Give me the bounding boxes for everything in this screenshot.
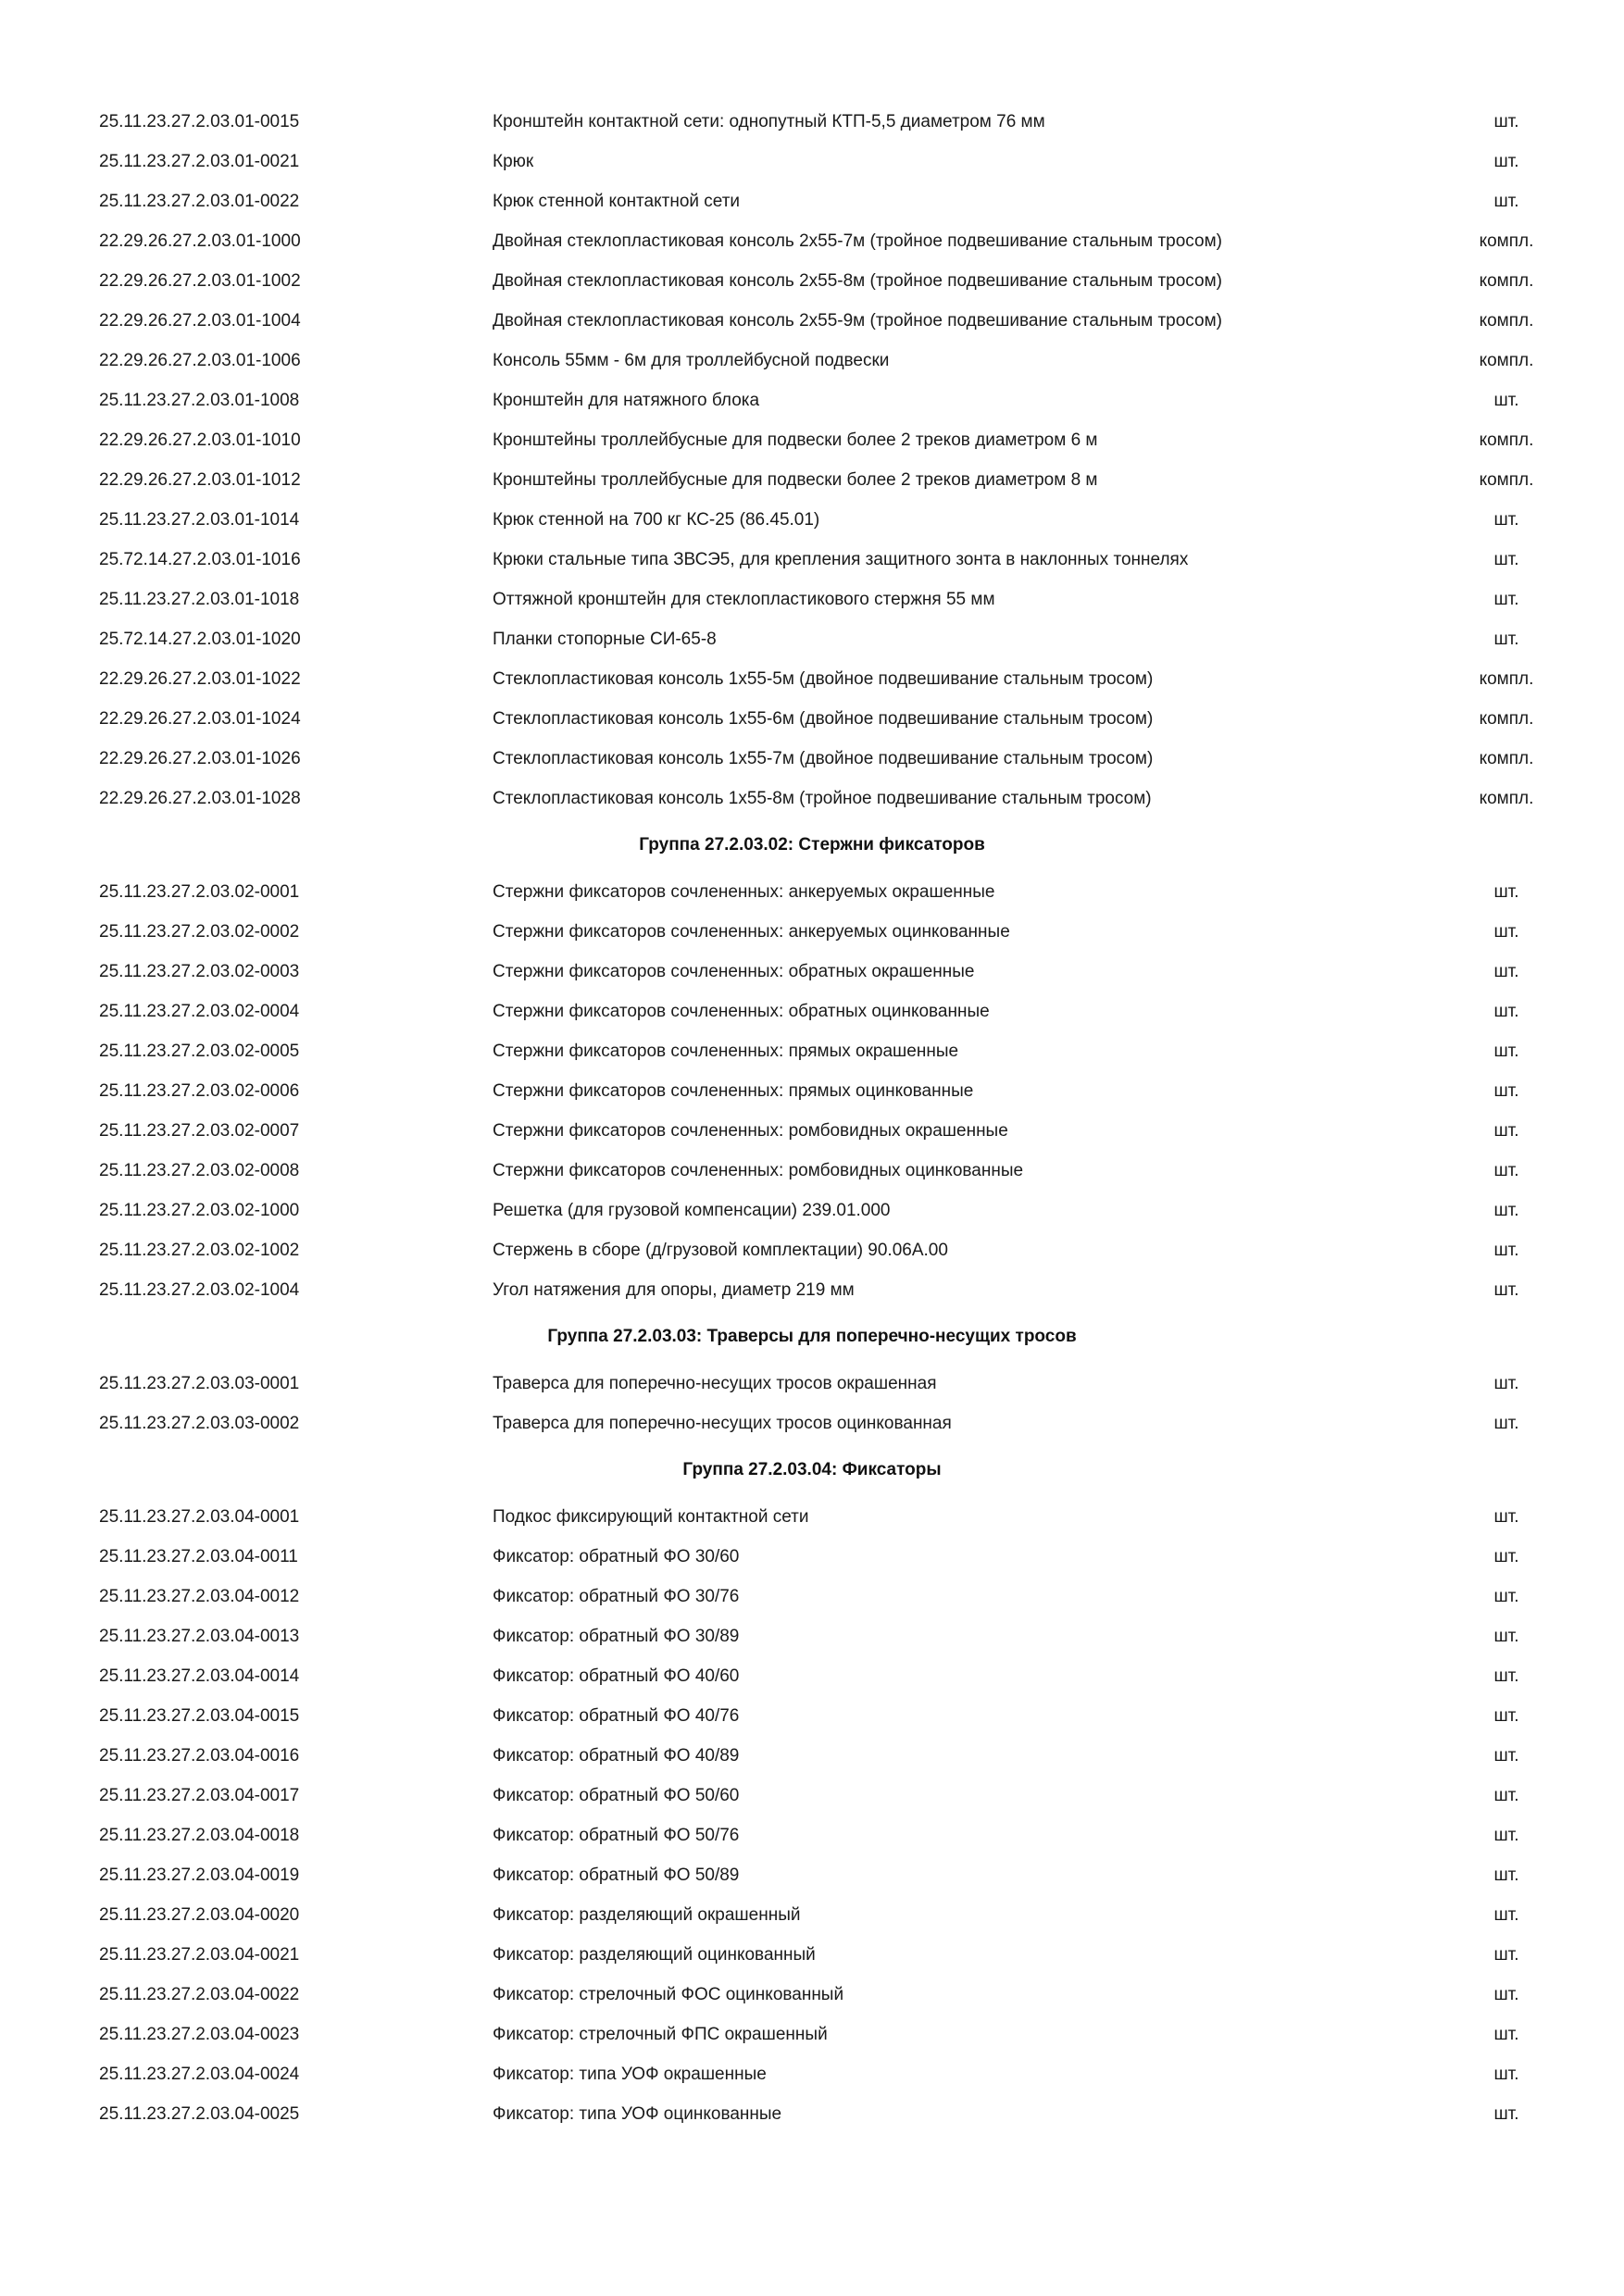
item-name: Стержни фиксаторов сочлененных: анкеруемых окрашенные bbox=[493, 882, 995, 902]
item-unit: шт. bbox=[1493, 1081, 1519, 1101]
item-name: Стеклопластиковая консоль 1х55-7м (двойное подвешивание стальным тросом) bbox=[493, 749, 1154, 768]
item-name: Траверса для поперечно-несущих тросов окрашенная bbox=[493, 1374, 937, 1393]
item-code: 25.11.23.27.2.03.03-0001 bbox=[99, 1374, 300, 1393]
item-unit: шт. bbox=[1493, 1706, 1519, 1726]
item-name: Консоль 55мм - 6м для троллейбусной подвески bbox=[493, 351, 890, 370]
item-unit: шт. bbox=[1493, 962, 1519, 981]
item-code: 22.29.26.27.2.03.01-1006 bbox=[99, 351, 301, 370]
table-row bbox=[0, 580, 1624, 619]
item-code: 22.29.26.27.2.03.01-1010 bbox=[99, 430, 301, 450]
table-row bbox=[0, 2015, 1624, 2054]
table-row bbox=[0, 1364, 1624, 1404]
item-code: 25.11.23.27.2.03.04-0017 bbox=[99, 1786, 300, 1805]
item-code: 25.11.23.27.2.03.04-0012 bbox=[99, 1587, 300, 1606]
item-unit: шт. bbox=[1493, 1627, 1519, 1646]
item-unit: шт. bbox=[1493, 1945, 1519, 1965]
table-row bbox=[0, 142, 1624, 181]
item-name: Фиксатор: обратный ФО 40/60 bbox=[493, 1666, 740, 1686]
item-code: 22.29.26.27.2.03.01-1000 bbox=[99, 231, 301, 251]
item-code: 25.11.23.27.2.03.01-0021 bbox=[99, 152, 300, 171]
item-code: 25.11.23.27.2.03.04-0019 bbox=[99, 1866, 300, 1885]
item-code: 25.11.23.27.2.03.01-0015 bbox=[99, 112, 300, 131]
item-name: Кронштейны троллейбусные для подвески более 2 треков диаметром 8 м bbox=[493, 470, 1098, 490]
item-name: Стержни фиксаторов сочлененных: ромбовидных окрашенные bbox=[493, 1121, 1008, 1141]
table-row bbox=[0, 261, 1624, 301]
table-row bbox=[0, 1696, 1624, 1736]
table-row bbox=[0, 1151, 1624, 1191]
item-code: 25.11.23.27.2.03.02-0003 bbox=[99, 962, 300, 981]
item-name: Кронштейны троллейбусные для подвески более 2 треков диаметром 6 м bbox=[493, 430, 1098, 450]
item-code: 25.72.14.27.2.03.01-1016 bbox=[99, 550, 301, 569]
table-row bbox=[0, 1111, 1624, 1151]
item-code: 25.11.23.27.2.03.02-0001 bbox=[99, 882, 300, 902]
table-row bbox=[0, 952, 1624, 992]
item-name: Крюк bbox=[493, 152, 534, 171]
item-code: 25.11.23.27.2.03.04-0022 bbox=[99, 1985, 300, 2004]
table-row bbox=[0, 540, 1624, 580]
item-code: 25.72.14.27.2.03.01-1020 bbox=[99, 630, 301, 649]
item-unit: компл. bbox=[1479, 749, 1534, 768]
item-unit: шт. bbox=[1493, 1280, 1519, 1300]
item-unit: шт. bbox=[1493, 590, 1519, 609]
item-name: Фиксатор: обратный ФО 50/76 bbox=[493, 1826, 740, 1845]
item-name: Крюк стенной контактной сети bbox=[493, 192, 741, 211]
item-name: Кронштейн контактной сети: однопутный КТП-5,5 диаметром 76 мм bbox=[493, 112, 1045, 131]
item-unit: шт. bbox=[1493, 1905, 1519, 1925]
item-name: Стержни фиксаторов сочлененных: прямых окрашенные bbox=[493, 1042, 959, 1061]
item-name: Фиксатор: типа УОФ оцинкованные bbox=[493, 2104, 782, 2124]
table-row bbox=[0, 1656, 1624, 1696]
item-name: Решетка (для грузовой компенсации) 239.01.000 bbox=[493, 1201, 891, 1220]
item-code: 25.11.23.27.2.03.01-1014 bbox=[99, 510, 300, 530]
group-header: Группа 27.2.03.02: Стержни фиксаторов bbox=[639, 835, 985, 855]
item-name: Фиксатор: разделяющий оцинкованный bbox=[493, 1945, 816, 1965]
item-unit: компл. bbox=[1479, 669, 1534, 689]
item-unit: шт. bbox=[1493, 391, 1519, 410]
item-unit: шт. bbox=[1493, 1507, 1519, 1527]
table-row bbox=[0, 1404, 1624, 1443]
item-code: 25.11.23.27.2.03.04-0023 bbox=[99, 2025, 300, 2044]
item-unit: шт. bbox=[1493, 1587, 1519, 1606]
item-name: Оттяжной кронштейн для стеклопластикового стержня 55 мм bbox=[493, 590, 995, 609]
table-row bbox=[0, 2054, 1624, 2094]
item-name: Подкос фиксирующий контактной сети bbox=[493, 1507, 809, 1527]
table-row bbox=[0, 1270, 1624, 1310]
item-unit: шт. bbox=[1493, 1161, 1519, 1180]
table-row bbox=[0, 2094, 1624, 2134]
item-code: 25.11.23.27.2.03.04-0018 bbox=[99, 1826, 300, 1845]
item-unit: компл. bbox=[1479, 271, 1534, 291]
table-row bbox=[0, 221, 1624, 261]
item-unit: шт. bbox=[1493, 2065, 1519, 2084]
item-unit: шт. bbox=[1493, 1414, 1519, 1433]
item-code: 25.11.23.27.2.03.03-0002 bbox=[99, 1414, 300, 1433]
table-row bbox=[0, 1895, 1624, 1935]
item-name: Стержни фиксаторов сочлененных: ромбовидных оцинкованные bbox=[493, 1161, 1024, 1180]
item-name: Стержни фиксаторов сочлененных: анкеруемых оцинкованные bbox=[493, 922, 1010, 942]
item-name: Крюки стальные типа ЗВСЭ5, для крепления защитного зонта в наклонных тоннелях bbox=[493, 550, 1189, 569]
item-name: Траверса для поперечно-несущих тросов оцинкованная bbox=[493, 1414, 952, 1433]
item-unit: шт. bbox=[1493, 1121, 1519, 1141]
item-code: 25.11.23.27.2.03.04-0013 bbox=[99, 1627, 300, 1646]
item-code: 22.29.26.27.2.03.01-1026 bbox=[99, 749, 301, 768]
item-unit: шт. bbox=[1493, 1786, 1519, 1805]
item-unit: шт. bbox=[1493, 1826, 1519, 1845]
item-name: Стеклопластиковая консоль 1х55-8м (тройное подвешивание стальным тросом) bbox=[493, 789, 1152, 808]
item-code: 22.29.26.27.2.03.01-1004 bbox=[99, 311, 301, 331]
table-row bbox=[0, 460, 1624, 500]
item-name: Стеклопластиковая консоль 1х55-5м (двойное подвешивание стальным тросом) bbox=[493, 669, 1154, 689]
item-unit: шт. bbox=[1493, 922, 1519, 942]
table-row bbox=[0, 1975, 1624, 2015]
item-code: 22.29.26.27.2.03.01-1028 bbox=[99, 789, 301, 808]
item-unit: компл. bbox=[1479, 311, 1534, 331]
item-unit: шт. bbox=[1493, 1241, 1519, 1260]
item-name: Фиксатор: обратный ФО 50/60 bbox=[493, 1786, 740, 1805]
item-name: Фиксатор: разделяющий окрашенный bbox=[493, 1905, 801, 1925]
item-code: 25.11.23.27.2.03.02-0008 bbox=[99, 1161, 300, 1180]
item-code: 25.11.23.27.2.03.02-0005 bbox=[99, 1042, 300, 1061]
item-unit: шт. bbox=[1493, 1547, 1519, 1566]
item-code: 22.29.26.27.2.03.01-1022 bbox=[99, 669, 301, 689]
table-row bbox=[0, 181, 1624, 221]
item-code: 22.29.26.27.2.03.01-1012 bbox=[99, 470, 301, 490]
item-unit: шт. bbox=[1493, 2104, 1519, 2124]
item-unit: шт. bbox=[1493, 1201, 1519, 1220]
item-unit: шт. bbox=[1493, 1002, 1519, 1021]
price-list bbox=[0, 102, 1624, 2134]
item-code: 25.11.23.27.2.03.04-0011 bbox=[99, 1547, 298, 1566]
table-row bbox=[0, 500, 1624, 540]
table-row bbox=[0, 381, 1624, 420]
item-unit: шт. bbox=[1493, 550, 1519, 569]
table-row bbox=[0, 1816, 1624, 1855]
item-unit: шт. bbox=[1493, 510, 1519, 530]
item-code: 25.11.23.27.2.03.04-0020 bbox=[99, 1905, 300, 1925]
item-code: 25.11.23.27.2.03.02-1000 bbox=[99, 1201, 300, 1220]
table-row bbox=[0, 420, 1624, 460]
item-unit: шт. bbox=[1493, 1042, 1519, 1061]
item-code: 25.11.23.27.2.03.04-0001 bbox=[99, 1507, 300, 1527]
item-unit: шт. bbox=[1493, 1746, 1519, 1766]
item-code: 25.11.23.27.2.03.04-0025 bbox=[99, 2104, 300, 2124]
table-row bbox=[0, 1616, 1624, 1656]
table-row bbox=[0, 1776, 1624, 1816]
item-name: Планки стопорные СИ-65-8 bbox=[493, 630, 717, 649]
table-row bbox=[0, 102, 1624, 142]
item-unit: шт. bbox=[1493, 152, 1519, 171]
table-row bbox=[0, 1031, 1624, 1071]
item-unit: компл. bbox=[1479, 709, 1534, 729]
item-name: Стержни фиксаторов сочлененных: прямых оцинкованные bbox=[493, 1081, 974, 1101]
table-row bbox=[0, 779, 1624, 818]
item-name: Фиксатор: стрелочный ФПС окрашенный bbox=[493, 2025, 828, 2044]
item-name: Фиксатор: обратный ФО 50/89 bbox=[493, 1866, 740, 1885]
item-code: 25.11.23.27.2.03.04-0014 bbox=[99, 1666, 300, 1686]
item-name: Крюк стенной на 700 кг КС-25 (86.45.01) bbox=[493, 510, 820, 530]
item-unit: компл. bbox=[1479, 430, 1534, 450]
item-unit: шт. bbox=[1493, 1666, 1519, 1686]
item-code: 25.11.23.27.2.03.01-0022 bbox=[99, 192, 300, 211]
table-row bbox=[0, 1577, 1624, 1616]
table-row bbox=[0, 1230, 1624, 1270]
item-code: 25.11.23.27.2.03.04-0024 bbox=[99, 2065, 300, 2084]
table-row bbox=[0, 739, 1624, 779]
item-name: Стеклопластиковая консоль 1х55-6м (двойное подвешивание стальным тросом) bbox=[493, 709, 1154, 729]
item-code: 25.11.23.27.2.03.02-0006 bbox=[99, 1081, 300, 1101]
item-name: Стержни фиксаторов сочлененных: обратных оцинкованные bbox=[493, 1002, 990, 1021]
item-code: 25.11.23.27.2.03.04-0016 bbox=[99, 1746, 300, 1766]
item-name: Фиксатор: обратный ФО 30/89 bbox=[493, 1627, 740, 1646]
item-code: 25.11.23.27.2.03.04-0015 bbox=[99, 1706, 300, 1726]
item-name: Фиксатор: типа УОФ окрашенные bbox=[493, 2065, 767, 2084]
item-code: 25.11.23.27.2.03.02-1004 bbox=[99, 1280, 300, 1300]
item-name: Фиксатор: обратный ФО 30/76 bbox=[493, 1587, 740, 1606]
item-name: Угол натяжения для опоры, диаметр 219 мм bbox=[493, 1280, 855, 1300]
item-name: Стержень в сборе (д/грузовой комплектации) 90.06А.00 bbox=[493, 1241, 948, 1260]
table-row bbox=[0, 659, 1624, 699]
group-header: Группа 27.2.03.03: Траверсы для поперечно-несущих тросов bbox=[547, 1327, 1077, 1346]
item-code: 25.11.23.27.2.03.02-0004 bbox=[99, 1002, 300, 1021]
item-code: 25.11.23.27.2.03.02-0007 bbox=[99, 1121, 300, 1141]
table-row bbox=[0, 341, 1624, 381]
item-unit: компл. bbox=[1479, 470, 1534, 490]
item-unit: шт. bbox=[1493, 2025, 1519, 2044]
item-unit: шт. bbox=[1493, 1374, 1519, 1393]
table-row bbox=[0, 301, 1624, 341]
item-code: 22.29.26.27.2.03.01-1002 bbox=[99, 271, 301, 291]
item-code: 25.11.23.27.2.03.01-1018 bbox=[99, 590, 300, 609]
table-row bbox=[0, 992, 1624, 1031]
item-unit: компл. bbox=[1479, 231, 1534, 251]
item-code: 25.11.23.27.2.03.04-0021 bbox=[99, 1945, 300, 1965]
table-row bbox=[0, 1855, 1624, 1895]
table-row bbox=[0, 1537, 1624, 1577]
item-unit: компл. bbox=[1479, 351, 1534, 370]
item-code: 25.11.23.27.2.03.02-0002 bbox=[99, 922, 300, 942]
item-code: 25.11.23.27.2.03.02-1002 bbox=[99, 1241, 300, 1260]
table-row bbox=[0, 1935, 1624, 1975]
item-name: Стержни фиксаторов сочлененных: обратных окрашенные bbox=[493, 962, 975, 981]
item-name: Фиксатор: обратный ФО 40/89 bbox=[493, 1746, 740, 1766]
item-unit: шт. bbox=[1493, 882, 1519, 902]
item-unit: шт. bbox=[1493, 1866, 1519, 1885]
table-row bbox=[0, 912, 1624, 952]
item-name: Кронштейн для натяжного блока bbox=[493, 391, 760, 410]
table-row bbox=[0, 1736, 1624, 1776]
item-unit: шт. bbox=[1493, 630, 1519, 649]
item-name: Фиксатор: стрелочный ФОС оцинкованный bbox=[493, 1985, 844, 2004]
item-name: Двойная стеклопластиковая консоль 2х55-8м (тройное подвешивание стальным тросом) bbox=[493, 271, 1222, 291]
item-code: 22.29.26.27.2.03.01-1024 bbox=[99, 709, 301, 729]
item-unit: компл. bbox=[1479, 789, 1534, 808]
item-code: 25.11.23.27.2.03.01-1008 bbox=[99, 391, 300, 410]
item-name: Фиксатор: обратный ФО 30/60 bbox=[493, 1547, 740, 1566]
item-name: Двойная стеклопластиковая консоль 2х55-9м (тройное подвешивание стальным тросом) bbox=[493, 311, 1222, 331]
item-name: Фиксатор: обратный ФО 40/76 bbox=[493, 1706, 740, 1726]
table-row bbox=[0, 1071, 1624, 1111]
item-unit: шт. bbox=[1493, 112, 1519, 131]
item-unit: шт. bbox=[1493, 1985, 1519, 2004]
group-header: Группа 27.2.03.04: Фиксаторы bbox=[682, 1460, 942, 1479]
table-row bbox=[0, 1191, 1624, 1230]
table-row bbox=[0, 1497, 1624, 1537]
table-row bbox=[0, 699, 1624, 739]
table-row bbox=[0, 619, 1624, 659]
item-name: Двойная стеклопластиковая консоль 2х55-7м (тройное подвешивание стальным тросом) bbox=[493, 231, 1222, 251]
item-unit: шт. bbox=[1493, 192, 1519, 211]
table-row bbox=[0, 872, 1624, 912]
